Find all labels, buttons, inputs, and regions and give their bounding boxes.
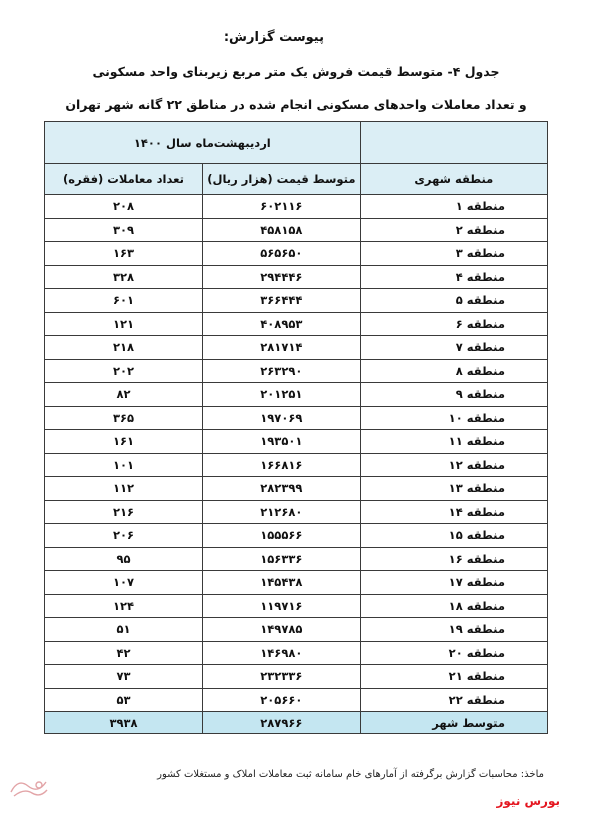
average-label: متوسط شهر [360, 712, 547, 734]
count-cell: ۱۶۱ [45, 430, 203, 454]
price-cell: ۲۶۳۲۹۰ [203, 359, 361, 383]
table-row [45, 618, 548, 642]
count-cell: ۳۰۹ [45, 218, 203, 242]
table-row [45, 594, 548, 618]
price-cell: ۲۸۱۷۱۴ [203, 336, 361, 360]
table-row [45, 218, 548, 242]
count-cell: ۶۰۱ [45, 289, 203, 313]
district-cell: منطقه ۱۲ [360, 453, 547, 477]
district-cell: منطقه ۳ [360, 242, 547, 266]
table-row [45, 547, 548, 571]
district-cell: منطقه ۱۱ [360, 430, 547, 454]
district-cell: منطقه ۸ [360, 359, 547, 383]
district-cell: منطقه ۱۶ [360, 547, 547, 571]
district-cell: منطقه ۲۰ [360, 641, 547, 665]
period-header: اردیبهشت‌ماه سال ۱۴۰۰ [45, 122, 361, 164]
table-row [45, 453, 548, 477]
count-cell: ۷۳ [45, 665, 203, 689]
count-cell: ۳۶۵ [45, 406, 203, 430]
count-cell: ۴۲ [45, 641, 203, 665]
count-cell: ۲۰۶ [45, 524, 203, 548]
table-row [45, 524, 548, 548]
count-cell: ۵۱ [45, 618, 203, 642]
table-row [45, 688, 548, 712]
district-cell: منطقه ۱۴ [360, 500, 547, 524]
district-cell: منطقه ۵ [360, 289, 547, 313]
price-cell: ۴۰۸۹۵۳ [203, 312, 361, 336]
table-row [45, 336, 548, 360]
district-cell: منطقه ۱ [360, 195, 547, 219]
price-cell: ۲۱۲۶۸۰ [203, 500, 361, 524]
district-cell: منطقه ۲۱ [360, 665, 547, 689]
count-cell: ۸۲ [45, 383, 203, 407]
price-cell: ۴۵۸۱۵۸ [203, 218, 361, 242]
table-row [45, 312, 548, 336]
count-cell: ۲۱۸ [45, 336, 203, 360]
header-row-period [45, 122, 548, 164]
table-row [45, 430, 548, 454]
price-column-header: متوسط قیمت (هزار ریال) [203, 164, 361, 195]
count-column-header: تعداد معاملات (فقره) [45, 164, 203, 195]
appendix-label: پیوست گزارش: [223, 30, 324, 45]
price-cell: ۱۹۳۵۰۱ [203, 430, 361, 454]
district-cell: منطقه ۶ [360, 312, 547, 336]
table-row [45, 359, 548, 383]
table-row [45, 195, 548, 219]
table-row [45, 665, 548, 689]
district-cell: منطقه ۱۹ [360, 618, 547, 642]
district-cell: منطقه ۹ [360, 383, 547, 407]
price-cell: ۲۳۲۳۳۶ [203, 665, 361, 689]
count-cell: ۱۰۷ [45, 571, 203, 595]
count-cell: ۱۱۲ [45, 477, 203, 501]
price-cell: ۱۴۶۹۸۰ [203, 641, 361, 665]
price-cell: ۱۴۵۴۳۸ [203, 571, 361, 595]
price-cell: ۱۹۷۰۶۹ [203, 406, 361, 430]
table-row [45, 383, 548, 407]
table-row [45, 500, 548, 524]
city-average-row [45, 712, 548, 734]
agency-logo-watermark-icon [8, 774, 50, 800]
average-count: ۳۹۳۸ [45, 712, 203, 734]
source-note: ماخذ: محاسبات گزارش برگرفته از آمارهای خام سامانه ثبت معاملات املاک و مستغلات کشور [157, 769, 544, 780]
table-title-line1: جدول ۴- متوسط قیمت فروش یک متر مربع زیربنای واحد مسکونی [92, 64, 500, 79]
table-row [45, 641, 548, 665]
table-row [45, 265, 548, 289]
price-cell: ۱۴۹۷۸۵ [203, 618, 361, 642]
count-cell: ۱۰۱ [45, 453, 203, 477]
count-cell: ۲۰۸ [45, 195, 203, 219]
district-cell: منطقه ۱۵ [360, 524, 547, 548]
district-cell: منطقه ۱۰ [360, 406, 547, 430]
district-cell: منطقه ۱۸ [360, 594, 547, 618]
price-cell: ۵۶۵۶۵۰ [203, 242, 361, 266]
table-body [45, 195, 548, 712]
header-row-columns [45, 164, 548, 195]
count-cell: ۲۱۶ [45, 500, 203, 524]
district-cell: منطقه ۱۷ [360, 571, 547, 595]
price-cell: ۱۶۶۸۱۶ [203, 453, 361, 477]
count-cell: ۹۵ [45, 547, 203, 571]
district-column-header: منطقه شهری [360, 164, 547, 195]
count-cell: ۱۶۳ [45, 242, 203, 266]
table-row [45, 477, 548, 501]
price-cell: ۳۶۶۴۴۴ [203, 289, 361, 313]
price-cell: ۲۸۲۳۹۹ [203, 477, 361, 501]
count-cell: ۵۳ [45, 688, 203, 712]
header-empty-cell [360, 122, 547, 164]
district-cell: منطقه ۴ [360, 265, 547, 289]
count-cell: ۱۲۴ [45, 594, 203, 618]
district-cell: منطقه ۲ [360, 218, 547, 242]
table-row [45, 242, 548, 266]
district-cell: منطقه ۱۳ [360, 477, 547, 501]
district-cell: منطقه ۲۲ [360, 688, 547, 712]
price-cell: ۶۰۲۱۱۶ [203, 195, 361, 219]
housing-price-table [44, 121, 548, 734]
price-cell: ۱۵۵۵۶۶ [203, 524, 361, 548]
price-cell: ۱۵۶۳۳۶ [203, 547, 361, 571]
price-cell: ۲۹۴۴۴۶ [203, 265, 361, 289]
price-cell: ۲۰۱۲۵۱ [203, 383, 361, 407]
table-row [45, 289, 548, 313]
price-cell: ۲۰۵۶۶۰ [203, 688, 361, 712]
price-cell: ۱۱۹۷۱۶ [203, 594, 361, 618]
table-row [45, 571, 548, 595]
count-cell: ۳۲۸ [45, 265, 203, 289]
average-price: ۲۸۷۹۶۶ [203, 712, 361, 734]
count-cell: ۲۰۲ [45, 359, 203, 383]
table-row [45, 406, 548, 430]
brand-logo-text: بورس نیوز [496, 794, 560, 808]
district-cell: منطقه ۷ [360, 336, 547, 360]
table-title-line2: و تعداد معاملات واحدهای مسکونی انجام شده در مناطق ۲۲ گانه شهر تهران [65, 97, 527, 112]
count-cell: ۱۲۱ [45, 312, 203, 336]
